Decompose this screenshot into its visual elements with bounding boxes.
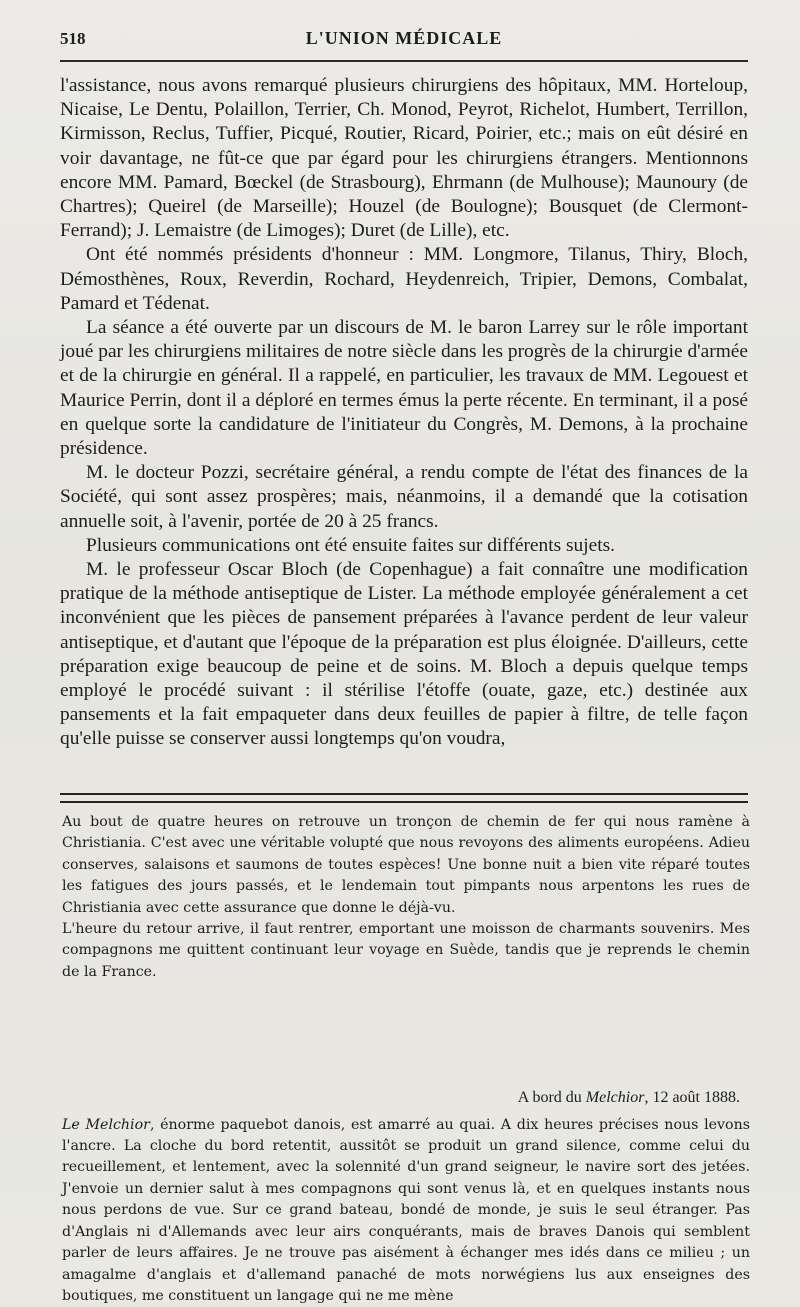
dateline-date: , 12 août 1888. (644, 1089, 740, 1107)
feuilleton-paragraph: L'heure du retour arrive, il faut rentrer, emportant une moisson de charmants souvenirs. Mes compagnons me quittent continuant leur voyage en Suède, tandis que je reprends le chemin de la France. (62, 921, 750, 980)
feuilleton-separator (60, 793, 748, 803)
dateline-prefix: A bord du (517, 1089, 586, 1107)
feuilleton-paragraph: Au bout de quatre heures on retrouve un tronçon de chemin de fer qui nous ramène à Christiania. C'est avec une véritable volupté que nous revoyons des aliments européens. Adieu conserves, salaisons et saumons de toutes espèces! Une bonne nuit a bien vite réparé toutes les fatigues des jours passés, et le lendemain tout pimpants nous arpentons les rues de Christiania avec cette assurance que donne le déjà-vu. (62, 814, 750, 916)
paragraph: M. le professeur Oscar Bloch (de Copenhague) a fait connaître une modification pratique de la méthode antiseptique de Lister. La méthode employée généralement a cet inconvénient que les pièces de pansement préparées à l'avance perdent de leur valeur antiseptique, et d'autant que l'époque de la préparation est plus éloignée. D'ailleurs, cette préparation exige beaucoup de peine et de soins. M. Bloch a depuis quelque temps employé le procédé suivant : il stérilise l'étoffe (ouate, gaze, etc.) destinée aux pansements et la fait empaqueter dans deux feuilles de papier à filtre, de telle façon qu'elle puisse se conserver aussi longtemps qu'on voudra, (60, 559, 748, 750)
paragraph: Plusieurs communications ont été ensuite faites sur différents sujets. (86, 534, 616, 556)
feuilleton-paragraph (62, 1115, 750, 1307)
header-rule (60, 60, 748, 62)
journal-title: L'UNION MÉDICALE (305, 28, 503, 48)
feuilleton (62, 812, 750, 1307)
dateline (62, 1087, 740, 1108)
page-number: 518 (60, 29, 86, 48)
dateline-ship: Melchior (585, 1089, 645, 1107)
paragraph: La séance a été ouverte par un discours de M. le baron Larrey sur le rôle important joué par les chirurgiens militaires de notre siècle dans les progrès de la chirurgie d'armée et de la chirurgie en général. Il a rappelé, en particulier, les travaux de MM. Legouest et Maurice Perrin, dont il a déploré en termes émus la perte récente. En terminant, il a posé en quelque sorte la candidature de l'initiateur du Congrès, M. Demons, à la prochaine présidence. (60, 317, 748, 460)
paragraph-text: , énorme paquebot danois, est amarré au quai. A dix heures précises nous levons l'ancre. La cloche du bord retentit, aussitôt se produit un grand silence, comme celui du recueillement, et lentement, avec la solennité d'un grand seigneur, le navire sort des jetées. J'envoie un dernier salut à mes compagnons qui sont venus là, et en quelques instants nous nous perdons de vue. Sur ce grand bateau, bondé de monde, je suis le seul étranger. Pas d'Anglais ni d'Allemands avec leur airs conquérants, mais de braves Danois qui semblent parler de leurs affaires. Je ne trouve pas aisément à échanger mes idés dans ce milieu ; un amagalme d'anglais et d'allemand panaché de mots norwégiens lus aux enseignes des boutiques, me constituent un langage qui ne me mène (62, 1116, 751, 1304)
ship-name: Le Melchior (62, 1116, 150, 1133)
main-article (60, 74, 748, 752)
paragraph: l'assistance, nous avons remarqué plusieurs chirurgiens des hôpitaux, MM. Horteloup, Nicaise, Le Dentu, Polaillon, Terrier, Ch. Monod, Peyrot, Richelot, Humbert, Terrillon, Kirmisson, Reclus, Tuffier, Picqué, Routier, Ricard, Poirier, etc.; mais on eût désiré en voir davantage, ne fût-ce que par égard pour les chirurgiens étrangers. Mentionnons encore MM. Pamard, Bœckel (de Strasbourg), Ehrmann (de Mulhouse); Maunoury (de Chartres); Queirel (de Marseille); Houzel (de Boulogne); Bousquet (de Clermont-Ferrand); J. Lemaistre (de Limoges); Duret (de Lille), etc. (60, 75, 748, 242)
paragraph: M. le docteur Pozzi, secrétaire général, a rendu compte de l'état des finances de la Société, qui sont assez prospères; mais, néanmoins, il a demandé que la cotisation annuelle soit, à l'avenir, portée de 20 à 25 francs. (60, 462, 748, 532)
blank-space (62, 983, 750, 1087)
paragraph: Ont été nommés présidents d'honneur : MM. Longmore, Tilanus, Thiry, Bloch, Démosthènes, Roux, Reverdin, Rochard, Heydenreich, Tripier, Demons, Combalat, Pamard et Tédenat. (60, 244, 748, 314)
running-head (60, 28, 748, 56)
